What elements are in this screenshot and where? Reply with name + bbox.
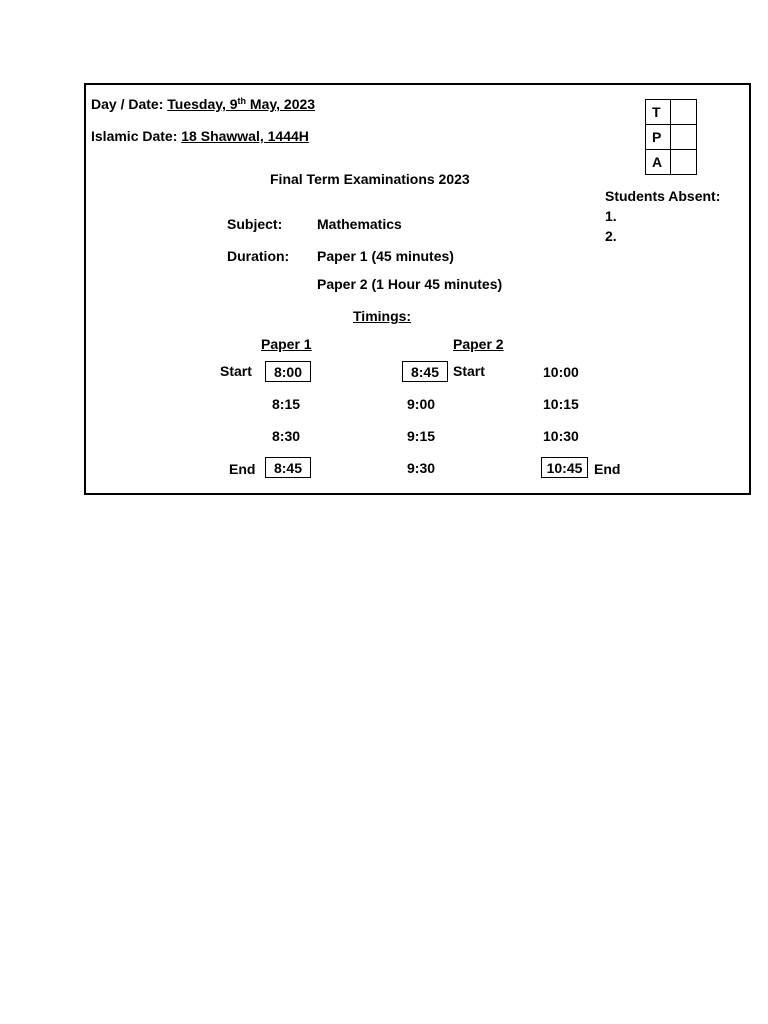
exam-notice-frame bbox=[84, 83, 751, 495]
paper2-time: 10:00 bbox=[543, 364, 579, 380]
tpa-label: T bbox=[646, 100, 671, 125]
paper2-header: Paper 2 bbox=[453, 336, 504, 352]
start-label: Start bbox=[453, 363, 485, 379]
paper2-time: 10:30 bbox=[543, 428, 579, 444]
paper2-time: 9:00 bbox=[407, 396, 436, 412]
duration-label: Duration: bbox=[227, 248, 290, 264]
tpa-row-a bbox=[646, 150, 697, 175]
day-date-value: Tuesday, 9th May, 2023 bbox=[167, 96, 316, 112]
paper2-time: 9:30 bbox=[407, 460, 436, 476]
absent-item: 2. bbox=[605, 228, 617, 244]
paper2-time: 9:15 bbox=[407, 428, 436, 444]
tpa-value bbox=[671, 100, 697, 125]
duration-paper1: Paper 1 (45 minutes) bbox=[317, 248, 454, 264]
paper2-end-time: 10:45 bbox=[541, 457, 588, 478]
subject-label: Subject: bbox=[227, 216, 283, 232]
tpa-row-t bbox=[646, 100, 697, 125]
tpa-label: P bbox=[646, 125, 671, 150]
exam-title: Final Term Examinations 2023 bbox=[270, 171, 470, 187]
tpa-label: A bbox=[646, 150, 671, 175]
end-label: End bbox=[229, 461, 256, 477]
duration-paper2: Paper 2 (1 Hour 45 minutes) bbox=[317, 276, 503, 292]
absent-item: 1. bbox=[605, 208, 617, 224]
paper1-header: Paper 1 bbox=[261, 336, 312, 352]
paper1-end-time: 8:45 bbox=[265, 457, 311, 478]
islamic-date-label: Islamic Date: bbox=[91, 128, 178, 144]
paper1-time: 8:15 bbox=[272, 396, 301, 412]
end-label: End bbox=[594, 461, 621, 477]
students-absent-title: Students Absent: bbox=[605, 188, 721, 204]
day-date-label: Day / Date: bbox=[91, 96, 164, 112]
paper2-time: 10:15 bbox=[543, 396, 579, 412]
timings-title: Timings: bbox=[353, 308, 412, 324]
islamic-date-value: 18 Shawwal, 1444H bbox=[181, 128, 309, 144]
tpa-value bbox=[671, 150, 697, 175]
islamic-date-line bbox=[91, 128, 309, 145]
paper1-start-time: 8:00 bbox=[265, 361, 311, 382]
day-date-line bbox=[91, 96, 315, 113]
subject-value: Mathematics bbox=[317, 216, 402, 232]
tpa-row-p bbox=[646, 125, 697, 150]
tpa-value bbox=[671, 125, 697, 150]
paper1-time: 8:30 bbox=[272, 428, 301, 444]
tpa-table bbox=[645, 99, 697, 175]
start-label: Start bbox=[220, 363, 252, 379]
paper2-start-time: 8:45 bbox=[402, 361, 448, 382]
